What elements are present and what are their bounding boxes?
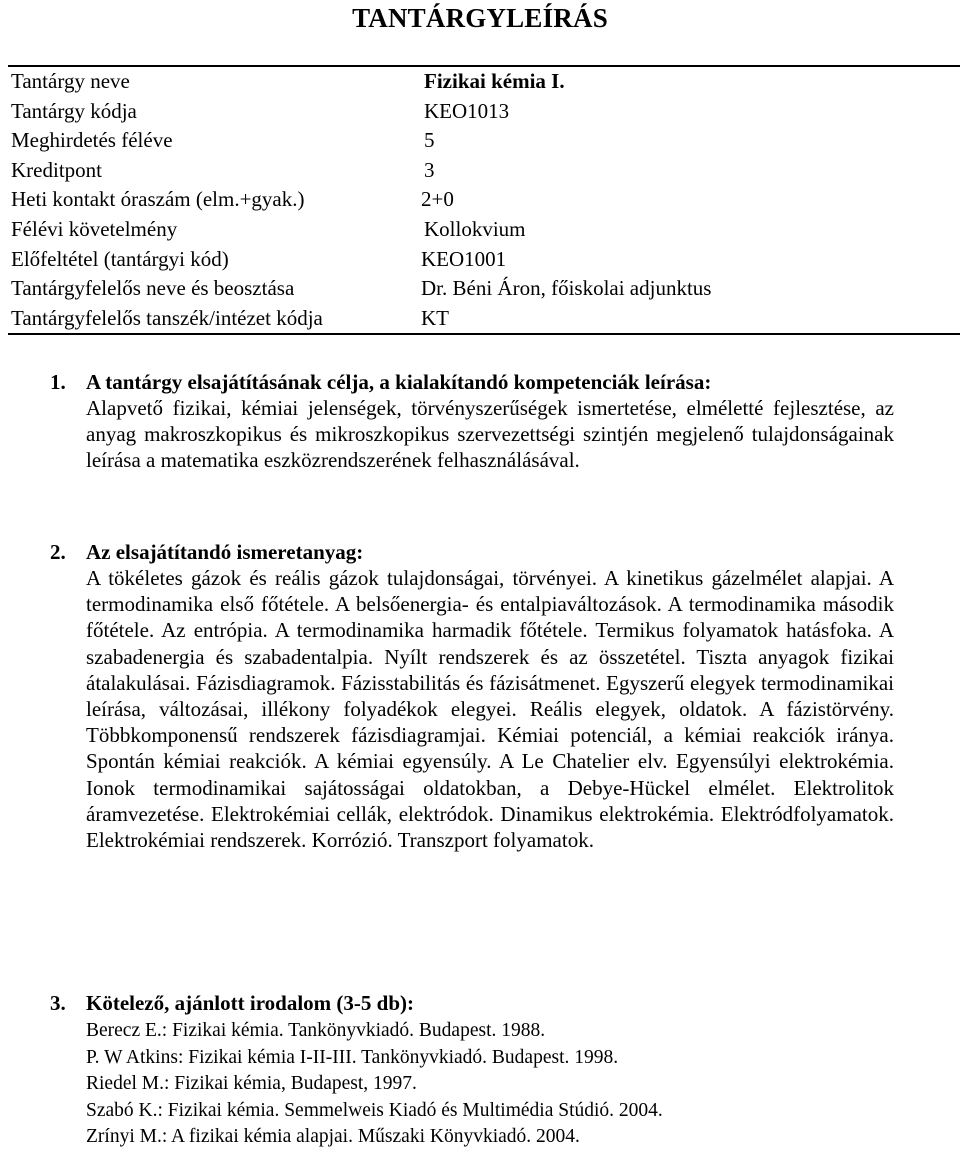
info-value: 5 xyxy=(424,128,435,153)
info-label: Kreditpont xyxy=(11,157,102,182)
info-label: Meghirdetés féléve xyxy=(11,128,173,153)
info-row-responsible xyxy=(8,274,960,304)
info-label: Előfeltétel (tantárgyi kód) xyxy=(11,246,229,271)
info-value: Dr. Béni Áron, főiskolai adjunktus xyxy=(421,276,712,301)
info-row-department xyxy=(8,304,960,334)
info-value: KEO1001 xyxy=(421,246,507,271)
info-value: Fizikai kémia I. xyxy=(424,69,565,93)
info-value: KT xyxy=(421,305,449,330)
section-title: Az elsajátítandó ismeretanyag: xyxy=(86,540,364,564)
info-label: Tantárgyfelelős neve és beosztása xyxy=(11,276,295,301)
section-number: 1. xyxy=(50,370,66,394)
reference-item: Berecz E.: Fizikai kémia. Tankönyvkiadó. Budapest. 1988. xyxy=(86,1020,546,1041)
section-number: 3. xyxy=(50,991,66,1015)
info-row-requirement xyxy=(8,215,960,245)
info-label: Tantárgy kódja xyxy=(11,98,137,123)
section-heading xyxy=(50,369,711,395)
info-label: Heti kontakt óraszám (elm.+gyak.) xyxy=(11,187,305,212)
reference-list xyxy=(86,1018,906,1151)
section-heading xyxy=(50,990,414,1016)
info-value: Kollokvium xyxy=(424,216,526,241)
course-info-table xyxy=(8,65,960,335)
info-row-course-code xyxy=(8,97,960,127)
section-heading xyxy=(50,539,363,565)
info-label: Tantárgyfelelős tanszék/intézet kódja xyxy=(11,305,323,330)
info-value: KEO1013 xyxy=(424,98,510,123)
reference-item: P. W Atkins: Fizikai kémia I-II-III. Tankönyvkiadó. Budapest. 1998. xyxy=(86,1046,619,1068)
section-body: Alapvető fizikai, kémiai jelenségek, törvényszerűségek ismertetése, elméletté fejlesztése, az anyag makroszkopikus és mikroszkopikus szervezettségi szintjén megjelenő tulajdonságainak leírása a matematika eszközrendszerének felhasználásával. xyxy=(86,396,894,473)
reference-item: Szabó K.: Fizikai kémia. Semmelweis Kiadó és Multimédia Stúdió. 2004. xyxy=(86,1099,663,1121)
reference-item: Zrínyi M.: A fizikai kémia alapjai. Műszaki Könyvkiadó. 2004. xyxy=(86,1126,580,1148)
info-value: 2+0 xyxy=(421,187,454,212)
section-title: Kötelező, ajánlott irodalom (3-5 db): xyxy=(86,991,414,1015)
info-row-semester xyxy=(8,126,960,156)
info-label: Tantárgy neve xyxy=(11,69,130,93)
reference-item: Riedel M.: Fizikai kémia, Budapest, 1997. xyxy=(86,1073,417,1095)
info-row-prerequisite xyxy=(8,245,960,275)
info-row-credits xyxy=(8,156,960,186)
info-value: 3 xyxy=(424,157,435,182)
section-body: A tökéletes gázok és reális gázok tulajdonságai, törvényei. A kinetikus gázelmélet alapjai. A termodinamika első főtétele. A belsőenergia- és entalpiaváltozások. A termodinamika második főtétele. Az entrópia. A termodinamika harmadik főtétele. Termikus folyamatok hatásfoka. A szabadenergia és szabadentalpia. Nyílt rendszerek és az összetétel. Tiszta anyagok fizikai átalakulásai. Fázisdiagramok. Fázisstabilitás és fázisátmenet. Egyszerű elegyek termodinamikai leírása, változásai, illékony folyadékok elegyei. Reális elegyek, oldatok. A fázistörvény. Többkomponensű rendszerek fázisdiagramjai. Kémiai potenciál, a kémiai reakciók iránya. Spontán kémiai reakciók. A kémiai egyensúly. A Le Chatelier elv. Egyensúlyi elektrokémia. Ionok termodinamikai sajátosságai oldatokban, a Debye-Hückel elmélet. Elektrolitok áramvezetése. Elektrokémiai cellák, elektródok. Dinamikus elektrokémia. Elektródfolyamatok. Elektrokémiai rendszerek. Korrózió. Transzport folyamatok. xyxy=(86,566,894,853)
section-title: A tantárgy elsajátításának célja, a kialakítandó kompetenciák leírása: xyxy=(86,370,712,394)
info-label: Félévi követelmény xyxy=(11,216,178,241)
document-title: TANTÁRGYLEÍRÁS xyxy=(352,3,608,33)
section-number: 2. xyxy=(50,540,66,564)
info-row-weekly-hours xyxy=(8,185,960,215)
info-row-course-name xyxy=(8,67,960,97)
